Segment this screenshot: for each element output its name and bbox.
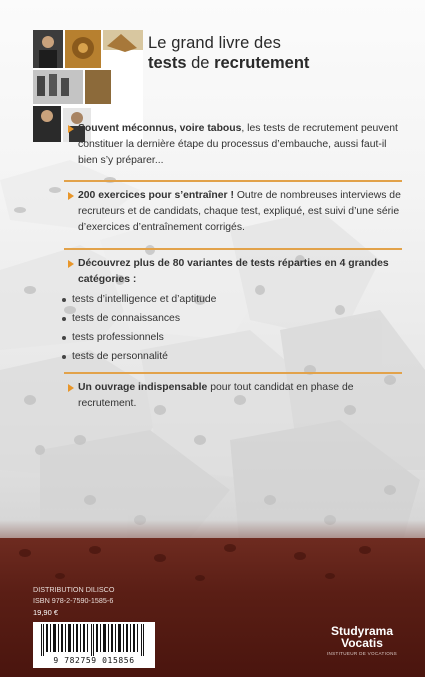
publisher-logo bbox=[322, 624, 402, 656]
separator-3 bbox=[64, 372, 402, 374]
block-2-text: Outre de nombreuses interviews de recruteurs et de candidats, chaque test, expliqué, est suivi d’une série d’exercices d’entraînement corrigés. bbox=[78, 190, 401, 233]
separator-1 bbox=[64, 180, 402, 182]
block-4-lead: Un ouvrage indispensable bbox=[78, 382, 208, 393]
category-list bbox=[62, 293, 362, 369]
bullet-arrow-icon bbox=[68, 260, 74, 268]
block-1-lead: Souvent méconnus, voire tabous bbox=[78, 123, 242, 134]
title-line-1: Le grand livre des bbox=[148, 34, 281, 52]
distribution-info bbox=[33, 584, 114, 606]
logo-vocatis: Vocatis bbox=[341, 636, 383, 650]
block-1-text: , les tests de recrutement peuvent constituer la dernière étape du processus d’embauche, aussi faut-il bien s’y préparer... bbox=[78, 123, 398, 166]
block-4-text: pour tout candidat en phase de recrutement. bbox=[78, 382, 354, 409]
bullet-arrow-icon bbox=[68, 125, 74, 133]
title-line-2 bbox=[148, 54, 408, 73]
isbn-label: ISBN 978-2-7590-1585-6 bbox=[33, 596, 114, 605]
distribution-label: DISTRIBUTION DILISCO bbox=[33, 585, 115, 594]
title-word-de: de bbox=[186, 54, 215, 72]
bullet-dot-icon bbox=[62, 317, 66, 321]
text-block-3 bbox=[78, 256, 403, 288]
bullet-arrow-icon bbox=[68, 192, 74, 200]
separator-2 bbox=[64, 248, 402, 250]
logo-tagline: INSTITUEUR DE VOCATIONS bbox=[326, 651, 398, 656]
book-title bbox=[148, 34, 408, 73]
list-item: tests de connaissances bbox=[62, 312, 362, 331]
barcode-number: 9 782759 015856 bbox=[53, 656, 135, 665]
title-word-recrutement: recrutement bbox=[214, 54, 310, 72]
bullet-dot-icon bbox=[62, 298, 66, 302]
list-item: tests de personnalité bbox=[62, 350, 362, 369]
block-2-lead: 200 exercices pour s’entraîner ! bbox=[78, 190, 234, 201]
list-item: tests professionnels bbox=[62, 331, 362, 350]
title-word-tests: tests bbox=[148, 54, 187, 72]
bullet-dot-icon bbox=[62, 355, 66, 359]
bullet-dot-icon bbox=[62, 336, 66, 340]
block-3-lead: Découvrez plus de 80 variantes de tests réparties en 4 grandes catégories : bbox=[78, 258, 389, 285]
price-label: 19,90 € bbox=[33, 608, 59, 617]
text-block-4 bbox=[78, 380, 403, 412]
text-block-2 bbox=[78, 188, 403, 236]
bullet-arrow-icon bbox=[68, 384, 74, 392]
logo-studyrama: Studyrama bbox=[330, 624, 394, 638]
list-item: tests d’intelligence et d’aptitude bbox=[62, 293, 362, 312]
barcode-bars bbox=[33, 624, 155, 658]
text-block-1 bbox=[78, 121, 403, 169]
barcode bbox=[33, 622, 155, 668]
